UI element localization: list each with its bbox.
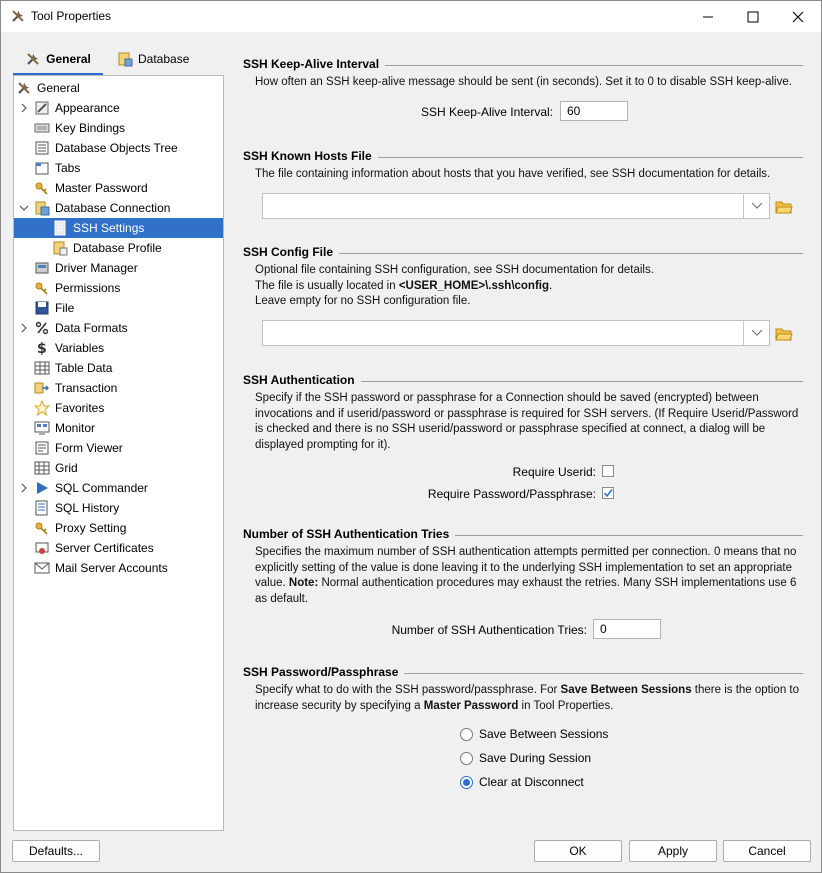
percent-icon bbox=[34, 320, 50, 336]
tree-item-monitor[interactable] bbox=[14, 418, 223, 438]
keyboard-icon bbox=[34, 120, 50, 136]
config-section bbox=[243, 245, 803, 355]
tree-item-database-connection[interactable] bbox=[14, 198, 223, 218]
chevron-down-icon bbox=[752, 330, 762, 336]
auth-section bbox=[243, 373, 803, 503]
tree-item-label: Favorites bbox=[55, 401, 105, 415]
tools-icon bbox=[25, 51, 41, 67]
key-icon bbox=[34, 520, 50, 536]
key-icon bbox=[34, 280, 50, 296]
tree-item-label: Data Formats bbox=[55, 321, 128, 335]
star-icon bbox=[34, 400, 50, 416]
require-userid-label: Require Userid: bbox=[512, 465, 596, 479]
tree-item-form-viewer[interactable] bbox=[14, 438, 223, 458]
folder-open-icon[interactable] bbox=[775, 326, 793, 342]
grid-icon bbox=[34, 460, 50, 476]
tree-item-mail-server-accounts[interactable] bbox=[14, 558, 223, 578]
tree-item-label: Permissions bbox=[55, 281, 121, 295]
save-icon bbox=[34, 300, 50, 316]
title-bar bbox=[1, 1, 821, 32]
tries-description: Specifies the maximum number of SSH authentication attempts permitted per connection. 0 means that no explicitly setting of the value is done leaving it to the underlying SSH implementation to set an appropriate value. Note: Normal authentication procedures may exhaust the retries. Many SSH implementations use 6 as default. bbox=[255, 546, 797, 605]
tree-item-label: Tabs bbox=[55, 161, 81, 175]
minimize-icon bbox=[702, 11, 714, 23]
passphrase-section bbox=[243, 665, 803, 815]
tries-section bbox=[243, 527, 803, 647]
tree-item-label: Monitor bbox=[55, 421, 96, 435]
database-connection-icon bbox=[34, 200, 50, 216]
tree-item-label: Database Connection bbox=[55, 201, 171, 215]
chevron-right-icon[interactable] bbox=[19, 103, 29, 113]
checkmark-icon bbox=[603, 488, 613, 498]
apply-button[interactable]: Apply bbox=[629, 840, 717, 862]
tree-item-permissions[interactable] bbox=[14, 278, 223, 298]
tab-database-label: Database bbox=[138, 52, 190, 66]
tree-item-label: File bbox=[55, 301, 75, 315]
tabs-icon bbox=[34, 160, 50, 176]
tree-item-label: SQL History bbox=[55, 501, 120, 515]
auth-header: SSH Authentication bbox=[243, 373, 803, 387]
close-icon bbox=[792, 11, 804, 23]
mail-icon bbox=[34, 560, 50, 576]
tree-item-label: Form Viewer bbox=[55, 441, 123, 455]
ssh-icon bbox=[52, 220, 68, 236]
tree-item-data-formats[interactable] bbox=[14, 318, 223, 338]
key-icon bbox=[34, 180, 50, 196]
form-icon bbox=[34, 440, 50, 456]
tree-item-label: Variables bbox=[55, 341, 105, 355]
transaction-icon bbox=[34, 380, 50, 396]
passphrase-description: Specify what to do with the SSH password/passphrase. For Save Between Sessions there is the option to increase security by specifying a Master Password in Tool Properties. bbox=[255, 684, 799, 712]
keepalive-description: How often an SSH keep-alive message should be sent (in seconds). Set it to 0 to disable SSH keep-alive. bbox=[255, 76, 792, 88]
require-password-checkbox[interactable] bbox=[602, 487, 614, 499]
tree-item-label: Database Objects Tree bbox=[55, 141, 178, 155]
certificate-icon bbox=[34, 540, 50, 556]
tree-item-label: Transaction bbox=[55, 381, 118, 395]
tools-icon bbox=[10, 8, 26, 24]
tab-general-label: General bbox=[46, 52, 91, 66]
tree-item-database-objects-tree[interactable] bbox=[14, 138, 223, 158]
defaults-button[interactable]: Defaults... bbox=[12, 840, 100, 862]
keepalive-section bbox=[243, 57, 803, 127]
radio-save-during-session[interactable] bbox=[460, 752, 473, 765]
require-userid-checkbox[interactable] bbox=[602, 465, 614, 477]
keepalive-label: SSH Keep-Alive Interval: bbox=[420, 105, 553, 119]
radio-save-between-sessions[interactable] bbox=[460, 728, 473, 741]
tree-item-transaction[interactable] bbox=[14, 378, 223, 398]
tree-item-label: Grid bbox=[55, 461, 78, 475]
tree-item-label: Server Certificates bbox=[55, 541, 154, 555]
tree-item-server-certificates[interactable] bbox=[14, 538, 223, 558]
tree-item-table-data[interactable] bbox=[14, 358, 223, 378]
tries-input[interactable]: 0 bbox=[593, 619, 661, 639]
radio-clear-at-disconnect[interactable] bbox=[460, 776, 473, 789]
svg-text:$: $ bbox=[37, 341, 47, 356]
monitor-icon bbox=[34, 420, 50, 436]
tree-item-driver-manager[interactable] bbox=[14, 258, 223, 278]
tree-item-label: Driver Manager bbox=[55, 261, 138, 275]
tree-item-label: Mail Server Accounts bbox=[55, 561, 168, 575]
chevron-down-icon[interactable] bbox=[19, 203, 29, 213]
category-tabs bbox=[13, 45, 223, 75]
known-hosts-header: SSH Known Hosts File bbox=[243, 149, 803, 163]
config-file-combo[interactable] bbox=[262, 320, 770, 346]
tree-item-master-password[interactable] bbox=[14, 178, 223, 198]
tree-item-database-profile[interactable] bbox=[14, 238, 223, 258]
passphrase-header: SSH Password/Passphrase bbox=[243, 665, 803, 679]
driver-icon bbox=[34, 260, 50, 276]
appearance-icon bbox=[34, 100, 50, 116]
tab-database[interactable] bbox=[117, 45, 197, 73]
tree-item-sql-commander[interactable] bbox=[14, 478, 223, 498]
config-header: SSH Config File bbox=[243, 245, 803, 259]
play-icon bbox=[34, 480, 50, 496]
auth-description: Specify if the SSH password or passphrase for a Connection should be saved (encrypted) between invocations and if userid/password or passphrase is required for SSH servers. (If Require Userid/Password is checked and there is no SSH userid/password or passphrase specified at connect, a dialog will be displayed prompting for it). bbox=[255, 392, 799, 451]
tree-item-label: Key Bindings bbox=[55, 121, 126, 135]
tree-item-tabs[interactable] bbox=[14, 158, 223, 178]
minimize-button[interactable] bbox=[685, 1, 731, 32]
known-hosts-combo[interactable] bbox=[262, 193, 770, 219]
tree-item-grid[interactable] bbox=[14, 458, 223, 478]
chevron-down-icon bbox=[752, 203, 762, 209]
tools-icon bbox=[16, 80, 32, 96]
config-description: Optional file containing SSH configuration, see SSH documentation for details. The file is usually located in <USER_HOME>\.ssh\config. Leave empty for no SSH configuration file. bbox=[255, 264, 654, 307]
tab-general[interactable] bbox=[13, 45, 103, 75]
known-hosts-section bbox=[243, 149, 803, 229]
tree-item-label: Master Password bbox=[55, 181, 148, 195]
tree-item-label: Proxy Setting bbox=[55, 521, 127, 535]
tree-item-label: Appearance bbox=[55, 101, 120, 115]
radio-save-between-sessions-label: Save Between Sessions bbox=[479, 727, 609, 741]
profile-icon bbox=[52, 240, 68, 256]
maximize-icon bbox=[747, 11, 759, 23]
tries-label: Number of SSH Authentication Tries: bbox=[391, 623, 587, 637]
known-hosts-dropdown-button[interactable] bbox=[743, 194, 769, 218]
tree-item-file[interactable] bbox=[14, 298, 223, 318]
history-icon bbox=[34, 500, 50, 516]
table-icon bbox=[34, 360, 50, 376]
tree-item-key-bindings[interactable] bbox=[14, 118, 223, 138]
tree-item-label: Database Profile bbox=[73, 241, 162, 255]
chevron-right-icon[interactable] bbox=[19, 323, 29, 333]
tries-header: Number of SSH Authentication Tries bbox=[243, 527, 803, 541]
ok-button[interactable]: OK bbox=[534, 840, 622, 862]
tree-item-favorites[interactable] bbox=[14, 398, 223, 418]
window-title: Tool Properties bbox=[31, 9, 112, 23]
settings-tree bbox=[13, 75, 224, 831]
tree-item-proxy-setting[interactable] bbox=[14, 518, 223, 538]
config-file-dropdown-button[interactable] bbox=[743, 321, 769, 345]
folder-open-icon[interactable] bbox=[775, 199, 793, 215]
tree-item-sql-history[interactable] bbox=[14, 498, 223, 518]
tree-item-label: SSH Settings bbox=[73, 221, 145, 235]
keepalive-header: SSH Keep-Alive Interval bbox=[243, 57, 803, 71]
maximize-button[interactable] bbox=[730, 1, 776, 32]
tree-item-general[interactable] bbox=[14, 78, 223, 98]
tree-icon bbox=[34, 140, 50, 156]
cancel-button[interactable]: Cancel bbox=[723, 840, 811, 862]
require-password-label: Require Password/Passphrase: bbox=[427, 487, 596, 501]
radio-clear-at-disconnect-label: Clear at Disconnect bbox=[479, 775, 584, 789]
tree-item-appearance[interactable] bbox=[14, 98, 223, 118]
chevron-right-icon[interactable] bbox=[19, 483, 29, 493]
tree-item-label: SQL Commander bbox=[55, 481, 148, 495]
keepalive-input[interactable]: 60 bbox=[560, 101, 628, 121]
tree-item-label: Table Data bbox=[55, 361, 113, 375]
known-hosts-description: The file containing information about hosts that you have verified, see SSH documentation for details. bbox=[255, 168, 771, 180]
dollar-icon bbox=[34, 340, 50, 356]
tree-item-ssh-settings[interactable] bbox=[14, 218, 223, 238]
close-button[interactable] bbox=[775, 1, 821, 32]
tree-item-label: General bbox=[37, 81, 80, 95]
tree-item-variables[interactable] bbox=[14, 338, 223, 358]
radio-save-during-session-label: Save During Session bbox=[479, 751, 592, 765]
database-icon bbox=[117, 51, 133, 67]
